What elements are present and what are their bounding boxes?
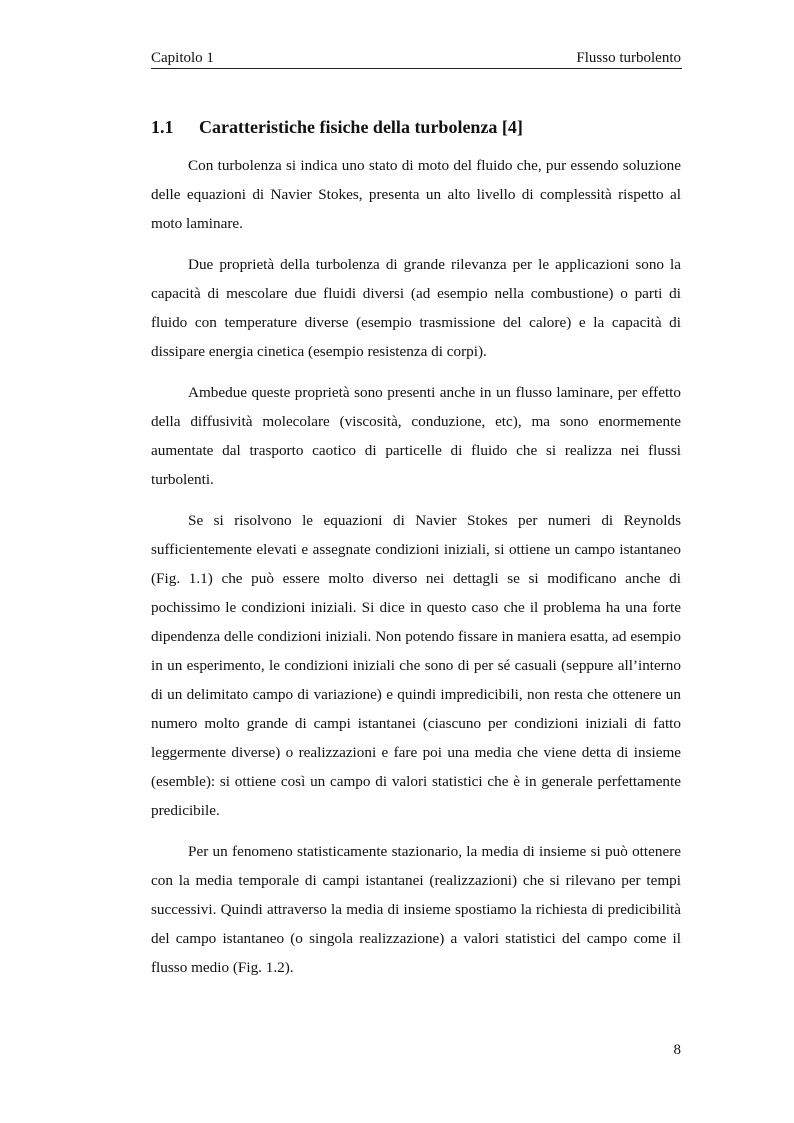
paragraph: Ambedue queste proprietà sono presenti anche in un flusso laminare, per effetto della diffusività molecolare (viscosità, conduzione, etc), ma sono enormemente aumentate dal trasporto caotico di particelle di fluido che si realizza nei flussi turbolenti. (151, 384, 681, 488)
paragraph: Per un fenomeno statisticamente stazionario, la media di insieme si può ottenere con la media temporale di campi istantanei (realizzazioni) che si rilevano per tempi successivi. Quindi attraverso la media di insieme spostiamo la richiesta di predicibilità del campo istantaneo (o singola realizzazione) a valori statistici del campo come il flusso medio (Fig. 1.2). (151, 843, 681, 976)
paragraph: Con turbolenza si indica uno stato di moto del fluido che, pur essendo soluzione delle equazioni di Navier Stokes, presenta un alto livello di complessità rispetto al moto laminare. (151, 157, 681, 232)
paragraph: Due proprietà della turbolenza di grande rilevanza per le applicazioni sono la capacità di mescolare due fluidi diversi (ad esempio nella combustione) o parti di fluido con temperature diverse (esempio trasmissione del calore) e la capacità di dissipare energia cinetica (esempio resistenza di corpi). (151, 256, 681, 360)
section-number: 1.1 (151, 117, 174, 137)
section-title: Caratteristiche fisiche della turbolenza [4] (199, 117, 523, 137)
page-number: 8 (673, 1042, 681, 1058)
paragraph: Se si risolvono le equazioni di Navier Stokes per numeri di Reynolds sufficientemente elevati e assegnate condizioni iniziali, si ottiene un campo istantaneo (Fig. 1.1) che può essere molto diverso nei dettagli se si modificano anche di pochissimo le condizioni iniziali. Si dice in questo caso che il problema ha una forte dipendenza delle condizioni iniziali. Non potendo fissare in maniera esatta, ad esempio in un esperimento, le condizioni iniziali che sono di per sé casuali (seppure all’interno di un delimitato campo di variazione) e quindi impredicibili, non resta che ottenere un numero molto grande di campi istantanei (ciascuno per condizioni iniziali di fatto leggermente diverse) o realizzazioni e fare poi una media che viene detta di insieme (esemble): si ottiene così un campo di valori statistici che è in generale perfettamente predicibile. (151, 512, 681, 819)
section-heading (151, 115, 523, 139)
header-rule (151, 68, 682, 69)
body-text (151, 151, 681, 994)
chapter-topic: Flusso turbolento (576, 50, 681, 66)
chapter-label: Capitolo 1 (151, 50, 214, 66)
page-header (151, 48, 681, 68)
